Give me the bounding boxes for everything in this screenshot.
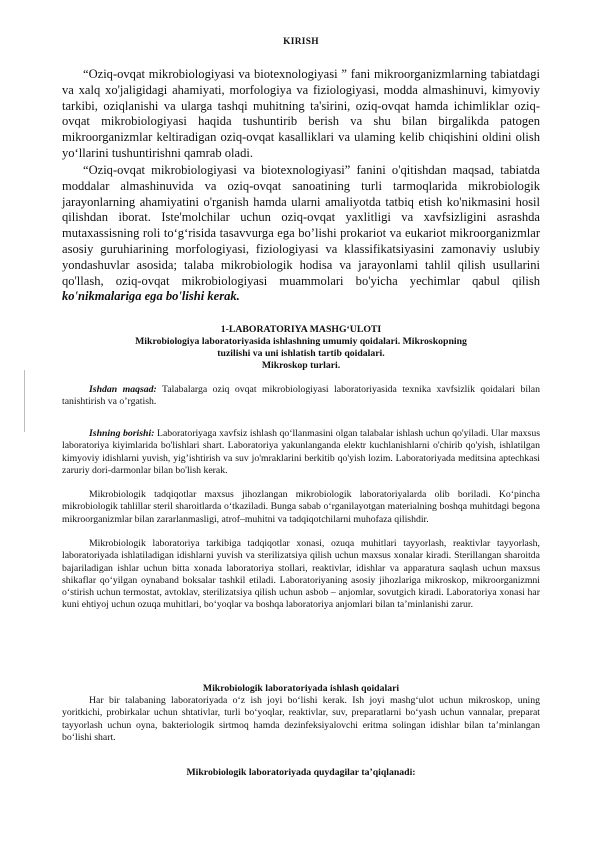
intro-paragraph-1-text: “Oziq-ovqat mikrobiologiyasi va biotexnologiyasi ” fani mikroorganizmlarning tabiatdagi va xalq xo'jaligidagi ahamiyati, morfologiya va fiziologiyasi, modda almashinuvi, kimyoviy tarkibi, oziqlanishi va ularga tashqi muhitning ta'sirini, oziq-ovqat hamda ichimliklar oziq-ovqat mikrobiologiyasi haqida tushuntirib berish va shu bilan birgalikda patogen mikroorganizmlar keltiradigan oziq-ovqat kasalliklari va ulaming kelib chiqishini oldini olish yo‘llarini tushuntirishni qamrab oladi. <box>62 67 540 160</box>
procedure-paragraph <box>62 428 540 477</box>
prohibited-heading: Mikrobiologik laboratoriyada quydagilar ta’qiqlanadi: <box>186 767 416 778</box>
aim-label: Ishdan maqsad: <box>89 384 157 395</box>
intro-paragraph-1 <box>62 67 540 162</box>
research-text: Mikrobiologik tadqiqotlar maxsus jihozlangan mikrobiologik laboratoriyalarda olib boriladi. Ko‘pincha mikrobiologik tahlillar steril sharoitlarda o‘tkaziladi. Bunga sabab o‘rganilayotgan materialning boshqa muhitdagi begona mikroorganizmlar bilan zararlanmasligi, atrof–muhitni va tadqiqotchilarni muhofaza qilishdir. <box>62 489 540 525</box>
lab-heading-1: 1-LABORATORIYA MASHG‘ULOTI <box>220 324 382 335</box>
lab-structure-text: Mikrobiologik laboratoriya tarkibiga tadqiqotlar xonasi, ozuqa muhitlari tayyorlash, reaktivlar tayyorlash, laboratoriyada ishlatiladigan idishlarni yuvish va sterilizatsiya qilish uchun maxsus xonalar kiradi. Sterillangan sharoitda bajariladigan ishlar uchun bitta xonada laboratoriya stollari, reaktivlar, idishlar va apparatura saqlash uchun maxsus shikaflar qo‘yilgan oynaband boksalar tashkil etiladi. Laboratoriyaning asosiy jihozlariga mikroskop, mikroorganizmni o‘stirish uchun termostat, avtoklav, sterilizatsiya qilish uchun asbob – anjomlar, sovutgich kiradi. Laboratoriya xonasi har kuni ehtiyoj uchun ozuqa muhitlari, bo‘yoqlar va boshqa laboratoriya anjomlari bilan ta’minlanishi zarur. <box>62 538 540 611</box>
lab-heading-4: Mikroskop turlari. <box>261 360 341 371</box>
procedure-text: Laboratoriyaga xavfsiz ishlash qo‘llanmasini olgan talabalar ishlash uchun qo'yiladi. Ular maxsus laboratoriya kiyimlarida bo'lishlari shart. Laboratoriya yakunlanganda elektr kuchlanishlarni o'chirib qo'yish, ishlatilgan kimyoviy idishlarni yuvish, yig’ishtirish va suv jo'mraklarini berkitib qo'yish lozim. Laboratoriyada meditsina aptechkasi zaruriy dori-darmonlar bilan bo'lish kerak. <box>62 428 540 476</box>
lab-heading-2: Mikrobiologiya laboratoriyasida ishlashning umumiy qoidalari. Mikroskopning <box>135 336 467 347</box>
aim-text: Talabalarga oziq ovqat mikrobiologiyasi laboratoriyasida texnika xavfsizlik qoidalari bilan tanishtirish va o’rgatish. <box>62 384 540 408</box>
page-title: KIRISH <box>283 37 319 47</box>
rules-heading: Mikrobiologik laboratoriyada ishlash qoidalari <box>202 683 400 694</box>
research-paragraph <box>62 489 540 526</box>
rules-paragraph <box>62 695 540 744</box>
rules-text: Har bir talabaning laboratoriyada o‘z ish joyi bo‘lishi kerak. Ish joyi mashg‘ulot uchun mikroskop, uning yoritkichi, probirkalar uchun shtativlar, turli bo‘yoqlar, reaktivlar, suv, preparatlarni bo‘yash uchun vannalar, preparat tayyorlash uchun oyna, bakteriologik sirtmoq hamda dezinfeksiyalovchi eritma solingan idishlar bilan ta’minlangan bo‘lishi shart. <box>62 695 540 743</box>
procedure-label: Ishning borishi: <box>89 428 155 439</box>
margin-rule <box>24 370 25 432</box>
aim-paragraph <box>62 384 540 409</box>
intro-emphasis: ko'nikmalariga ega bo'lishi kerak. <box>62 289 240 304</box>
lab-heading-3: tuzilishi va uni ishlatish tartib qoidalari. <box>217 348 385 359</box>
intro-paragraph-2-text: “Oziq-ovqat mikrobiologiyasi va biotexnologiyasi” fanini o'qitishdan maqsad, tabiatda moddalar almashinuvida va oziq-ovqat sanoatining turli tarmoqlarida mikrobiologik jarayonlarning ahamiyatini o'rganish hamda ularni amaliyotda tatbiq etish ko'nikmasini hosil qilishdan iborat. Iste'molchilar uchun oziq-ovqat yaxlitligi va xavfsizligini asrashda mutaxassisning roli to‘g‘risida tasavvurga ega bo’lishi prokariot va eukariot mikroorganizmlar asosiy guruhiarining morfologiyasi, fiziologiyasi va klassifikatsiyasini zamonaviy uslubiy yondashuvlar asosida; talaba mikrobiologik hodisa va jarayonlami tahlil qilish usullarini qo'llash, oziq-ovqat mikrobiologiyasi muammolari bo'yicha yechimlar qabul qilish <box>62 163 540 288</box>
lab-structure-paragraph <box>62 538 540 612</box>
intro-paragraph-2 <box>62 163 540 305</box>
